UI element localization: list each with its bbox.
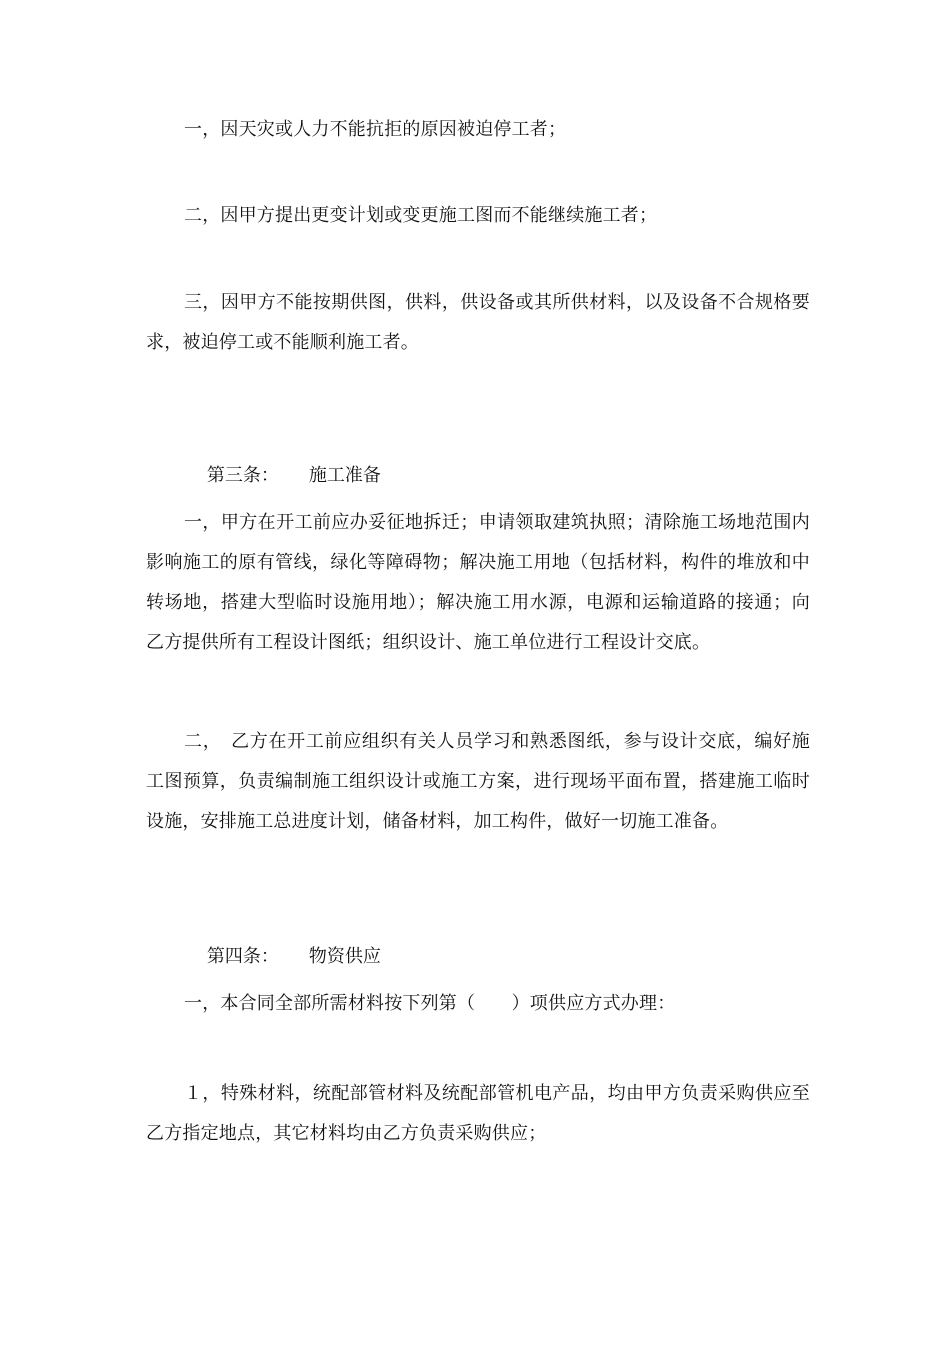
article-4-number: 第四条：	[206, 946, 279, 967]
clause-party-a-preparation: 一，甲方在开工前应办妥征地拆迁；申请领取建筑执照；清除施工场地范围内影响施工的原有管线，绿化等障碍物；解决施工用地（包括材料，构件的堆放和中转场地，搭建大型临时设施用地）；解决施工用水源，电源和运输道路的接通；向乙方提供所有工程设计图纸；组织设计、施工单位进行工程设计交底。	[146, 512, 810, 653]
clause-party-b-preparation: 二， 乙方在开工前应组织有关人员学习和熟悉图纸，参与设计交底，编好施工图预算，负责编制施工组织设计或施工方案，进行现场平面布置，搭建施工临时设施，安排施工总进度计划，储备材料，加工构件，做好一切施工准备。	[146, 731, 810, 832]
clause-material-supply-method: 一，本合同全部所需材料按下列第（ ）项供应方式办理：	[184, 993, 676, 1014]
clause-special-materials: １，特殊材料，统配部管材料及统配部管机电产品，均由甲方负责采购供应至乙方指定地点，其它材料均由乙方负责采购供应；	[146, 1083, 810, 1144]
article-3-number: 第三条：	[206, 465, 279, 486]
clause-force-majeure: 一，因天灾或人力不能抗拒的原因被迫停工者；	[184, 119, 567, 140]
clause-supply-delay: 三，因甲方不能按期供图，供料，供设备或其所供材料，以及设备不合规格要求，被迫停工或不能顺利施工者。	[146, 292, 810, 353]
article-4-title: 物资供应	[308, 946, 381, 967]
article-3-title: 施工准备	[308, 465, 381, 486]
clause-plan-change: 二，因甲方提出更变计划或变更施工图而不能继续施工者；	[184, 205, 658, 226]
